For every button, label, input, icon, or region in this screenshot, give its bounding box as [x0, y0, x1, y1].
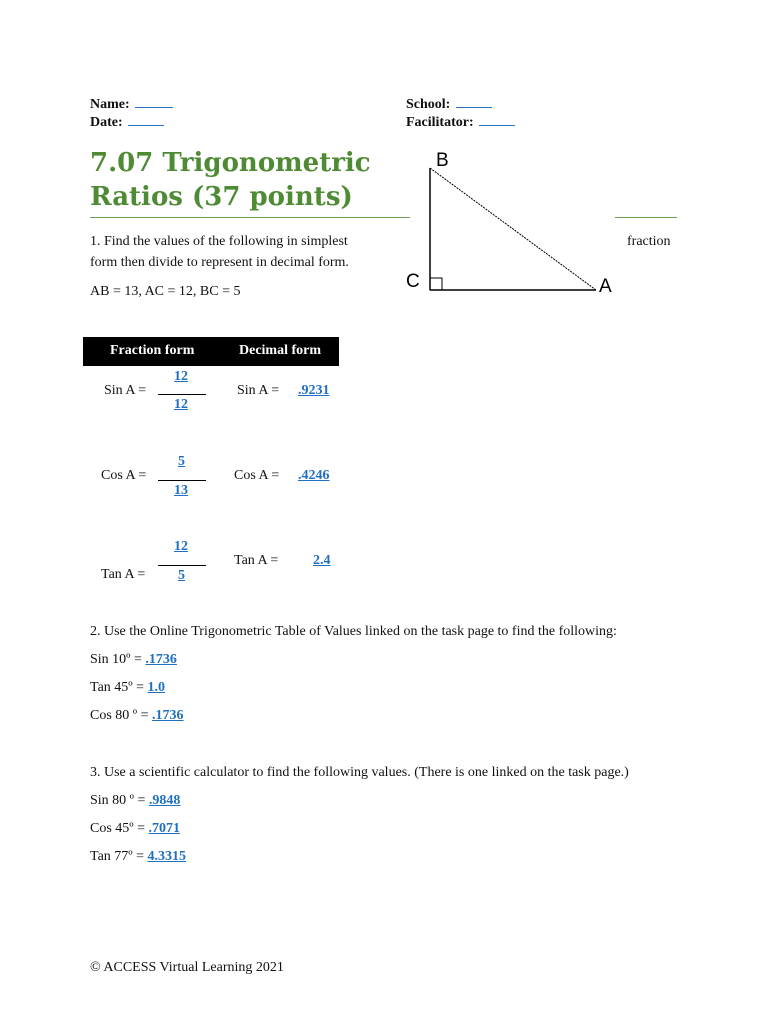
- cos-numerator[interactable]: 5: [178, 454, 185, 469]
- cos-decimal-value[interactable]: .4246: [298, 468, 330, 483]
- sin-denominator[interactable]: 12: [174, 397, 188, 412]
- facilitator-blank[interactable]: [479, 113, 515, 126]
- q2-item-cos80: [90, 708, 184, 724]
- q2-item-value[interactable]: .1736: [152, 708, 184, 723]
- vertex-b-label: B: [436, 150, 449, 171]
- right-angle-mark: [430, 278, 442, 290]
- q1-given: AB = 13, AC = 12, BC = 5: [90, 284, 241, 299]
- sin-fraction-label: Sin A =: [104, 383, 147, 398]
- q1-text-trail: fraction: [627, 234, 671, 249]
- tan-fraction-label: Tan A =: [101, 567, 146, 582]
- cos-denominator[interactable]: 13: [174, 483, 188, 498]
- sin-numerator[interactable]: 12: [174, 369, 188, 384]
- tan-fraction-bar: [158, 565, 206, 566]
- q3-item-cos45: [90, 821, 180, 837]
- triangle-diagram: [400, 146, 630, 306]
- tan-decimal-label: Tan A =: [234, 553, 279, 568]
- sin-fraction-bar: [158, 394, 206, 395]
- q3-item-sin80: [90, 793, 180, 809]
- name-field[interactable]: [90, 95, 173, 113]
- date-blank[interactable]: [128, 113, 164, 126]
- tan-decimal-value[interactable]: 2.4: [313, 553, 331, 568]
- q3-item-label: Cos 45º =: [90, 821, 146, 836]
- table-header: [83, 337, 339, 366]
- facilitator-field[interactable]: [406, 113, 515, 131]
- q3-item-tan77: [90, 849, 186, 865]
- sin-decimal-value[interactable]: .9231: [298, 383, 330, 398]
- q3-item-value[interactable]: .9848: [148, 793, 181, 808]
- q3-item-label: Tan 77º =: [90, 849, 145, 864]
- date-field[interactable]: [90, 113, 164, 131]
- q2-item-sin10: [90, 652, 177, 668]
- q2-item-label: Tan 45º =: [90, 680, 145, 695]
- school-blank[interactable]: [456, 95, 492, 108]
- q2-item-value[interactable]: .1736: [145, 652, 177, 667]
- q2-item-label: Sin 10º =: [90, 652, 142, 667]
- q2-item-label: Cos 80 º =: [90, 708, 149, 723]
- header-fraction-form: Fraction form: [110, 343, 195, 358]
- side-ab: [430, 168, 596, 290]
- vertex-c-label: C: [406, 271, 420, 292]
- name-blank[interactable]: [135, 95, 173, 108]
- cos-decimal-label: Cos A =: [234, 468, 280, 483]
- q2-text: 2. Use the Online Trigonometric Table of Values linked on the task page to find the following:: [90, 624, 617, 639]
- footer-copyright: © ACCESS Virtual Learning 2021: [90, 960, 284, 975]
- q2-item-tan45: [90, 680, 165, 696]
- title-rule: [90, 217, 410, 218]
- tan-numerator[interactable]: 12: [174, 539, 188, 554]
- facilitator-label: Facilitator:: [406, 115, 474, 130]
- page-title-line1: 7.07 Trigonometric: [90, 148, 371, 178]
- sin-decimal-label: Sin A =: [237, 383, 280, 398]
- q3-item-value[interactable]: .7071: [148, 821, 181, 836]
- q3-item-label: Sin 80 º =: [90, 793, 146, 808]
- q3-item-value[interactable]: 4.3315: [147, 849, 187, 864]
- cos-fraction-bar: [158, 480, 206, 481]
- tan-denominator[interactable]: 5: [178, 568, 185, 583]
- q1-text-line1: 1. Find the values of the following in simplest: [90, 234, 348, 249]
- q2-item-value[interactable]: 1.0: [147, 680, 166, 695]
- q1-text-line2: form then divide to represent in decimal form.: [90, 255, 349, 270]
- cos-fraction-label: Cos A =: [101, 468, 147, 483]
- header-decimal-form: Decimal form: [239, 343, 322, 358]
- vertex-a-label: A: [599, 276, 612, 297]
- date-label: Date:: [90, 115, 123, 130]
- school-field[interactable]: [406, 95, 492, 113]
- page-title-line2: Ratios (37 points): [90, 182, 353, 212]
- name-label: Name:: [90, 97, 130, 112]
- school-label: School:: [406, 97, 451, 112]
- q3-text: 3. Use a scientific calculator to find the following values. (There is one linked on the task page.): [90, 765, 629, 780]
